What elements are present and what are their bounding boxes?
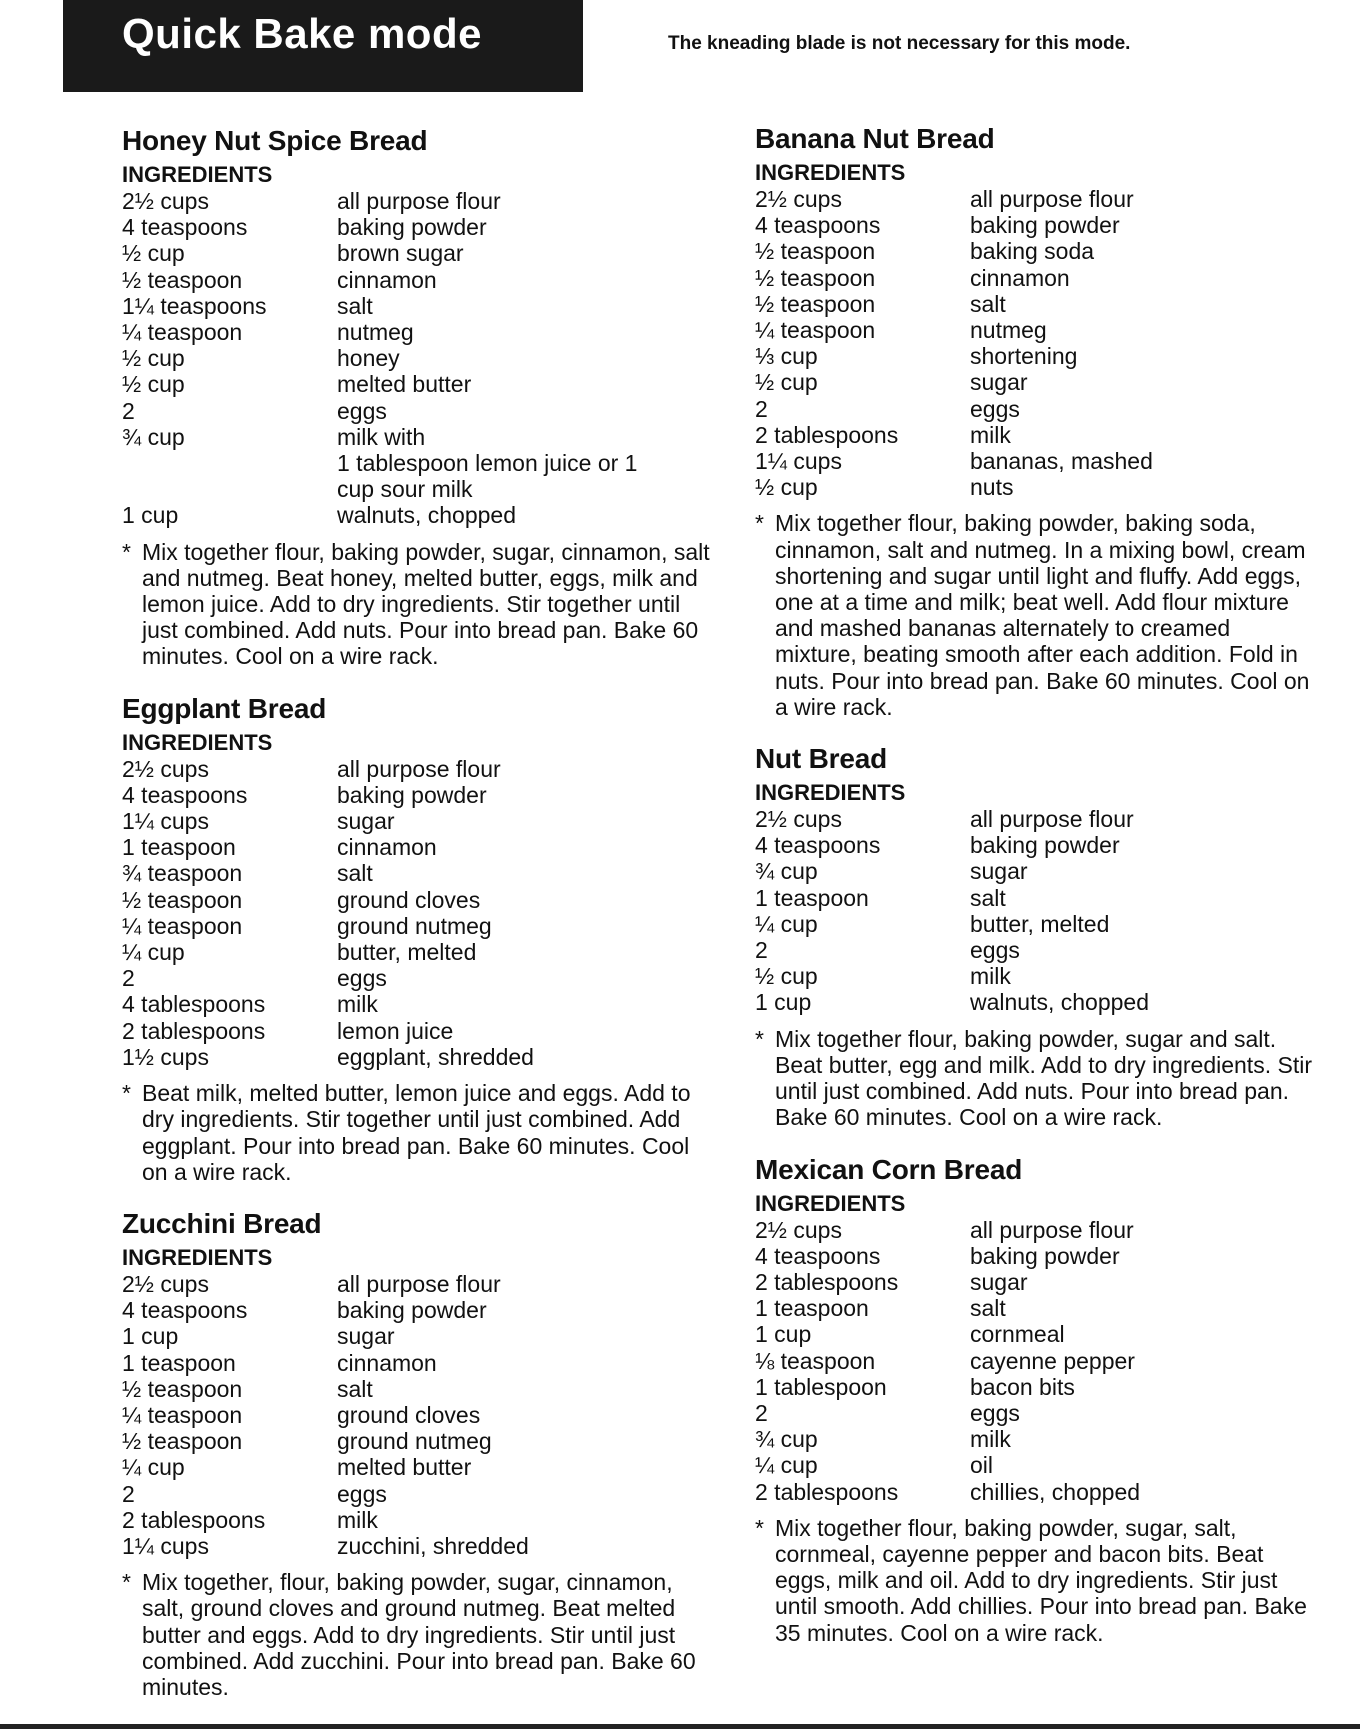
recipe-title: Eggplant Bread <box>122 692 327 724</box>
ingredient-name: sugar <box>337 1323 395 1350</box>
bullet-asterisk: * <box>122 1080 131 1107</box>
ingredients-heading: INGREDIENTS <box>122 1244 273 1270</box>
ingredient-quantity: 1 cup <box>122 502 179 529</box>
ingredient-quantity: 1½ cups <box>122 1043 209 1070</box>
ingredient-quantity: ½ teaspoon <box>755 264 876 291</box>
header-banner <box>63 0 583 92</box>
ingredient-name: eggs <box>970 937 1020 964</box>
ingredient-quantity: ½ teaspoon <box>122 1375 243 1402</box>
recipe <box>122 124 712 670</box>
ingredient-quantity: 2 tablespoons <box>755 1478 899 1505</box>
ingredient-name: salt <box>337 860 373 887</box>
ingredient-name: salt <box>970 1295 1006 1322</box>
ingredient-quantity: ¼ cup <box>755 1452 818 1479</box>
ingredient-name: milk <box>970 421 1011 448</box>
ingredients-list <box>755 806 1315 1016</box>
ingredients-heading: INGREDIENTS <box>122 162 273 187</box>
ingredient-name: cayenne pepper <box>970 1347 1135 1374</box>
ingredient-name: walnuts, chopped <box>970 989 1150 1016</box>
ingredient-quantity: 2 <box>122 397 135 424</box>
ingredient-name: salt <box>337 292 373 319</box>
recipe <box>122 692 712 1185</box>
bullet-asterisk: * <box>755 510 764 537</box>
recipe-title: Nut Bread <box>755 743 887 775</box>
ingredient-quantity: ⅓ cup <box>755 343 818 370</box>
ingredient-quantity: ½ cup <box>122 240 185 267</box>
ingredient-quantity: 1 cup <box>755 1321 812 1348</box>
ingredient-quantity: ¼ cup <box>122 939 185 966</box>
ingredient-name: baking powder <box>337 214 487 241</box>
ingredient-name: baking powder <box>970 832 1120 859</box>
ingredient-quantity: 4 teaspoons <box>755 832 881 859</box>
ingredient-quantity: 1 teaspoon <box>122 834 236 861</box>
method-text <box>122 1080 712 1185</box>
ingredient-quantity: ½ cup <box>122 371 185 398</box>
ingredient-name: melted butter <box>337 1454 472 1481</box>
bullet-asterisk: * <box>755 1514 764 1541</box>
ingredient-name: eggs <box>970 395 1020 422</box>
right-column <box>755 122 1315 1668</box>
ingredient-name: milk <box>337 991 378 1018</box>
ingredient-quantity: 2½ cups <box>755 186 842 212</box>
method-text <box>755 1026 1315 1131</box>
recipe <box>755 742 1315 1130</box>
ingredient-quantity: 2 <box>755 395 768 422</box>
ingredient-quantity: ¾ cup <box>122 423 185 450</box>
ingredient-quantity: ¼ teaspoon <box>122 319 243 346</box>
method-body: Beat milk, melted butter, lemon juice and eggs. Add to dry ingredients. Stir together until just combined. Add eggplant. Pour into bread pan. Bake 60 minutes. Cool on a wire rack. <box>142 1080 691 1185</box>
ingredient-quantity: 2½ cups <box>122 188 209 214</box>
ingredient-quantity: ½ cup <box>755 474 818 501</box>
method-body: Mix together, flour, baking powder, sugar, cinnamon, salt, ground cloves and ground nutmeg. Beat melted butter and eggs. Add to dry ingredients. Stir until just combined. Add zucchini. Pour into bread pan. Bake 60 minutes. <box>142 1569 696 1700</box>
ingredient-name: bananas, mashed <box>970 448 1153 475</box>
ingredient-quantity: 2 tablespoons <box>755 421 899 448</box>
ingredient-quantity: ¼ cup <box>122 1454 185 1481</box>
ingredient-name: cinnamon <box>970 264 1070 291</box>
ingredient-name: butter, melted <box>337 939 477 966</box>
ingredient-quantity: ½ teaspoon <box>755 238 876 265</box>
ingredient-name: eggs <box>970 1399 1020 1426</box>
ingredient-quantity: 2 <box>122 965 135 992</box>
ingredient-quantity: 1 cup <box>122 1323 179 1350</box>
ingredient-name: all purpose flour <box>337 188 501 214</box>
ingredients-heading: INGREDIENTS <box>755 1190 906 1216</box>
ingredient-name: lemon juice <box>337 1017 454 1044</box>
ingredient-quantity: ¾ teaspoon <box>122 860 243 887</box>
recipe <box>755 1153 1315 1646</box>
ingredient-quantity: 4 teaspoons <box>755 212 881 239</box>
ingredient-name: cinnamon <box>337 266 437 293</box>
ingredient-quantity: 1¼ cups <box>755 448 842 475</box>
ingredients-list <box>755 1217 1315 1505</box>
ingredient-quantity: 2 <box>122 1480 135 1507</box>
header-note: The kneading blade is not necessary for this mode. <box>668 33 1131 54</box>
ingredient-name: milk <box>970 1426 1011 1453</box>
ingredient-name: ground cloves <box>337 886 481 913</box>
ingredient-quantity: 1¼ teaspoons <box>122 292 267 319</box>
ingredient-name: ground nutmeg <box>337 912 492 939</box>
bullet-asterisk: * <box>122 1569 131 1596</box>
ingredients-heading: INGREDIENTS <box>755 160 906 185</box>
ingredient-quantity: ½ teaspoon <box>122 1428 243 1455</box>
ingredient-name: sugar <box>970 858 1028 885</box>
method-text <box>755 1515 1315 1646</box>
method-body: Mix together flour, baking powder, baking soda, cinnamon, salt and nutmeg. In a mixing bowl, cream shortening and sugar until light and fluffy. Add eggs, one at a time and milk; beat well. Add flour mixture and mashed bananas alternately to creamed mixture, beating smooth after each addition. Fold in nuts. Pour into bread pan. Bake 60 minutes. Cool on a wire rack. <box>775 510 1310 720</box>
ingredient-quantity: ½ teaspoon <box>755 290 876 317</box>
ingredient-quantity: ½ cup <box>755 369 818 396</box>
ingredient-quantity: 4 teaspoons <box>122 1297 248 1324</box>
ingredient-quantity: ¼ cup <box>755 910 818 937</box>
ingredient-quantity: 1 teaspoon <box>755 1295 869 1322</box>
method-text <box>755 510 1315 720</box>
ingredient-name: all purpose flour <box>970 1216 1134 1243</box>
ingredient-quantity: ¼ teaspoon <box>755 317 876 344</box>
ingredient-name: cinnamon <box>337 1349 437 1376</box>
ingredient-name: baking powder <box>970 212 1120 239</box>
ingredient-name: honey <box>337 345 400 372</box>
ingredient-name: butter, melted <box>970 910 1110 937</box>
bottom-rule <box>0 1724 1360 1729</box>
ingredient-quantity: ¼ teaspoon <box>122 912 243 939</box>
ingredient-name: milk <box>970 963 1011 990</box>
ingredient-name: eggs <box>337 965 387 992</box>
method-text <box>122 539 712 670</box>
method-body: Mix together flour, baking powder, sugar, cinnamon, salt and nutmeg. Beat honey, melted butter, eggs, milk and lemon juice. Add to dry ingredients. Stir together until just combined. Add nuts. Pour into bread pan. Bake 60 minutes. Cool on a wire rack. <box>142 538 710 670</box>
page-title: Quick Bake mode <box>122 10 482 57</box>
ingredient-name: milk with 1 tablespoon lemon juice or 1 cup sour milk <box>337 423 638 503</box>
ingredient-name: walnuts, chopped <box>337 502 517 529</box>
ingredient-name: baking powder <box>337 1297 487 1324</box>
ingredient-quantity: 2½ cups <box>122 755 209 782</box>
ingredient-name: zucchini, shredded <box>337 1532 529 1559</box>
recipe <box>122 1207 712 1700</box>
ingredient-name: sugar <box>970 1268 1028 1295</box>
recipe-title: Honey Nut Spice Bread <box>122 125 428 156</box>
ingredient-quantity: ½ teaspoon <box>122 886 243 913</box>
ingredient-name: brown sugar <box>337 240 464 267</box>
ingredient-quantity: 1 tablespoon <box>755 1373 887 1400</box>
ingredients-heading: INGREDIENTS <box>122 729 273 755</box>
ingredient-quantity: 1 teaspoon <box>122 1349 236 1376</box>
ingredient-name: baking powder <box>337 781 487 808</box>
ingredients-list <box>122 1271 712 1559</box>
ingredient-name: sugar <box>337 808 395 835</box>
ingredients-heading: INGREDIENTS <box>755 780 906 806</box>
ingredient-quantity: 4 teaspoons <box>122 214 248 241</box>
left-column <box>122 124 712 1722</box>
ingredient-name: salt <box>970 884 1006 911</box>
bullet-asterisk: * <box>122 538 131 565</box>
ingredient-name: eggs <box>337 1480 387 1507</box>
ingredient-quantity: ½ cup <box>755 963 818 990</box>
ingredient-quantity: ¼ teaspoon <box>122 1401 243 1428</box>
ingredient-quantity: 2 <box>755 1399 768 1426</box>
ingredient-name: all purpose flour <box>337 1270 501 1297</box>
ingredient-quantity: 1¼ cups <box>122 1532 209 1559</box>
ingredient-quantity: 2½ cups <box>755 1216 842 1243</box>
ingredient-name: baking soda <box>970 238 1095 265</box>
ingredient-name: nuts <box>970 474 1014 501</box>
recipe <box>755 122 1315 720</box>
ingredient-quantity: 4 tablespoons <box>122 991 266 1018</box>
method-body: Mix together flour, baking powder, sugar, salt, cornmeal, cayenne pepper and bacon bits. Beat eggs, milk and oil. Add to dry ingredients. Stir just until smooth. Add chillies. Pour into bread pan. Bake 35 minutes. Cool on a wire rack. <box>775 1514 1307 1646</box>
ingredient-quantity: 4 teaspoons <box>755 1242 881 1269</box>
ingredient-quantity: ½ teaspoon <box>122 266 243 293</box>
ingredient-quantity: 2 tablespoons <box>122 1506 266 1533</box>
ingredient-name: all purpose flour <box>337 755 501 782</box>
ingredient-name: cinnamon <box>337 834 437 861</box>
recipe-title: Zucchini Bread <box>122 1207 322 1239</box>
ingredient-quantity: 1 cup <box>755 989 812 1016</box>
ingredient-name: ground cloves <box>337 1401 481 1428</box>
ingredient-name: bacon bits <box>970 1373 1075 1400</box>
ingredient-name: nutmeg <box>337 319 414 346</box>
ingredient-name: salt <box>337 1375 373 1402</box>
ingredient-quantity: 2 tablespoons <box>122 1017 266 1044</box>
ingredient-name: eggplant, shredded <box>337 1043 534 1070</box>
ingredient-quantity: 1¼ cups <box>122 808 209 835</box>
recipe-title: Banana Nut Bread <box>755 123 995 154</box>
ingredient-quantity: 2½ cups <box>755 806 842 833</box>
ingredient-name: milk <box>337 1506 378 1533</box>
ingredient-name: nutmeg <box>970 317 1047 344</box>
ingredient-quantity: 2 <box>755 937 768 964</box>
ingredient-quantity: 1 teaspoon <box>755 884 869 911</box>
ingredient-name: oil <box>970 1452 994 1479</box>
ingredient-name: melted butter <box>337 371 472 398</box>
ingredient-quantity: ¾ cup <box>755 858 818 885</box>
ingredient-name: eggs <box>337 397 387 424</box>
ingredient-quantity: 2 tablespoons <box>755 1268 899 1295</box>
method-text <box>122 1569 712 1700</box>
ingredients-list <box>755 186 1315 500</box>
ingredients-list <box>122 188 712 529</box>
ingredient-name: baking powder <box>970 1242 1120 1269</box>
ingredients-list <box>122 756 712 1070</box>
ingredient-name: ground nutmeg <box>337 1428 492 1455</box>
ingredient-quantity: ¾ cup <box>755 1426 818 1453</box>
ingredient-name: cornmeal <box>970 1321 1065 1348</box>
ingredient-name: salt <box>970 290 1006 317</box>
recipe-title: Mexican Corn Bread <box>755 1153 1023 1185</box>
ingredient-name: shortening <box>970 343 1078 370</box>
ingredient-quantity: ⅛ teaspoon <box>755 1347 876 1374</box>
ingredient-quantity: 4 teaspoons <box>122 781 248 808</box>
ingredient-name: all purpose flour <box>970 806 1134 833</box>
ingredient-quantity: 2½ cups <box>122 1270 209 1297</box>
bullet-asterisk: * <box>755 1025 764 1052</box>
ingredient-name: chillies, chopped <box>970 1478 1141 1505</box>
ingredient-quantity: ½ cup <box>122 345 185 372</box>
ingredient-name: sugar <box>970 369 1028 396</box>
ingredient-name: all purpose flour <box>970 186 1134 212</box>
method-body: Mix together flour, baking powder, sugar and salt. Beat butter, egg and milk. Add to dry ingredients. Stir until just combined. Add nuts. Pour into bread pan. Bake 60 minutes. Cool on a wire rack. <box>775 1025 1312 1131</box>
